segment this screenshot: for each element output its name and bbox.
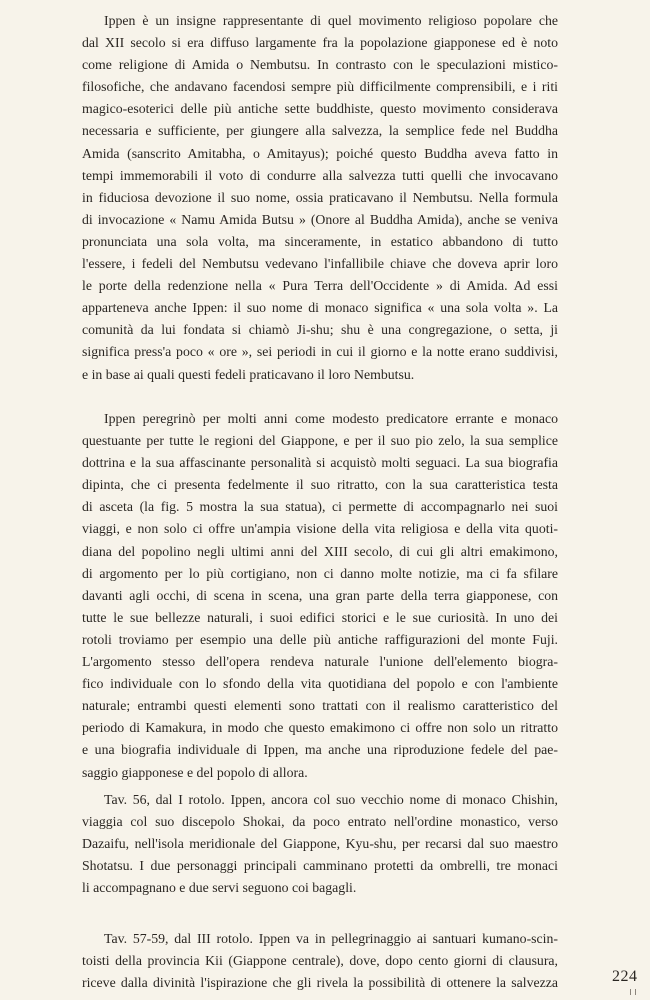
text-line: dipinta, che ci presenta fedelmente il suo ritratto, con la sua caratteristica testa [82,477,558,493]
text-line: necessaria e sufficiente, per giungere alla salvezza, la semplice fede nel Buddha [82,123,558,139]
page-number: 224 [612,968,638,985]
text-line: rotoli troviamo per esempio una delle più antiche raffigurazioni del monte Fuji. [82,631,558,647]
text-line: tutte le sue bellezze naturali, i suoi edifici storici e le sue curiosità. In uno dei [82,609,558,625]
text-line: viaggia col suo discepolo Shokai, da poco entrato nell'ordine monastico, verso [82,814,558,830]
text-line: tempi immemorabili il voto di condurre alla salvezza tutti quelli che invocavano [82,167,558,183]
text-line: davanti agli occhi, di scena in scena, una gran parte della terra giapponese, con [82,587,558,603]
text-line: di invocazione « Namu Amida Butsu » (Onore al Buddha Amida), anche se veniva [82,211,558,227]
text-line: di argomento per lo più cortigiano, non ci danno molte notizie, ma ci fa sfilare [82,565,558,581]
text-line: diana del popolino negli ultimi anni del XIII secolo, di cui gli altri emakimono, [82,543,558,559]
text-line: in fiduciosa devozione il suo nome, ossia praticavano il Nembutsu. Nella formula [82,189,558,205]
text-line: questuante per tutte le regioni del Giappone, e per il suo pio zelo, la sua semplice [82,433,558,449]
text-line: magico-esoterici delle più antiche sette buddhiste, questo movimento considerava [82,101,558,117]
scan-mark [630,989,636,995]
text-line: Ippen peregrinò per molti anni come modesto predicatore errante e monaco [104,411,558,426]
text-line: e in base ai quali questi fedeli praticavano il loro Nembutsu. [82,366,415,382]
text-line: di asceta (la fig. 5 mostra la sua statua), ci permette di accompagnarlo nei suoi [82,499,558,515]
text-line: le porte della redenzione nella « Pura Terra dell'Occidente » di Amida. Ad essi [82,278,558,294]
text-line: apparteneva anche Ippen: il suo nome di monaco significa « una sola volta ». La [82,300,558,316]
text-line: comunità da lui fondata si chiamò Ji-shu; shu è una congregazione, o setta, ji [82,322,558,338]
text-line: L'argomento stesso dell'opera rendeva naturale l'unione dell'elemento biogra- [82,654,558,670]
text-line: fico individuale con lo sfondo della vita quotidiana del popolo e con l'ambiente [82,676,558,692]
text-line: periodo di Kamakura, in modo che questo emakimono ci offre non solo un ritratto [82,720,558,736]
text-line: come religione di Amida o Nembutsu. In contrasto con le speculazioni mistico- [82,57,558,73]
text-line: filosofiche, che andavano facendosi sempre più difficilmente comprensibili, e i riti [82,79,558,95]
paragraph-ippen-intro [82,10,558,386]
caption-plate-57-59 [82,928,558,994]
text-line: Amida (sanscrito Amitabha, o Amitayus); poiché questo Buddha aveva fatto in [82,145,558,161]
text-line: e una biografia individuale di Ippen, ma anche una riproduzione fedele del pae- [82,742,558,758]
text-line: Dazaifu, nell'isola meridionale del Giappone, Kyu-shu, per recarsi dal suo maestro [82,836,558,852]
text-line: dottrina e la sua affascinante personalità si acquistò molti seguaci. La sua biografia [82,455,558,471]
paragraph-ippen-travels [82,408,558,784]
text-line: Tav. 56, dal I rotolo. Ippen, ancora col suo vecchio nome di monaco Chishin, [104,792,558,807]
text-line: naturale; entrambi questi elementi sono trattati con il realismo caratteristico del [82,698,558,714]
text-line: significa press'a poco « ore », sei periodi in cui il giorno e la notte erano suddivisi, [82,344,558,360]
text-line: dal XII secolo si era diffuso largamente fra la popolazione giapponese ed è noto [82,35,558,51]
text-line: viaggi, e non solo ci offre un'ampia visione della vita religiosa e della vita quoti- [82,521,558,537]
text-line: li accompagnano e due servi seguono coi bagagli. [82,880,357,896]
text-line: pronunciata una sola volta, ma sinceramente, in estatico abbandono di tutto [82,233,558,249]
text-line: l'essere, i fedeli del Nembutsu vedevano l'infallibile chiave che doveva aprir loro [82,256,558,272]
text-line: riceve dalla divinità l'ispirazione che gli rivela la possibilità di ottenere la salvezza [82,975,558,991]
text-line: toisti della provincia Kii (Giappone centrale), dove, dopo cento giorni di clausura, [82,953,558,969]
text-line: Shotatsu. I due personaggi principali camminano protetti da ombrelli, tre monaci [82,858,558,874]
text-line: Ippen è un insigne rappresentante di quel movimento religioso popolare che [104,13,558,28]
caption-plate-56 [82,789,558,899]
text-line: Tav. 57-59, dal III rotolo. Ippen va in pellegrinaggio ai santuari kumano-scin- [104,931,558,946]
text-line: saggio giapponese e del popolo di allora. [82,764,308,780]
